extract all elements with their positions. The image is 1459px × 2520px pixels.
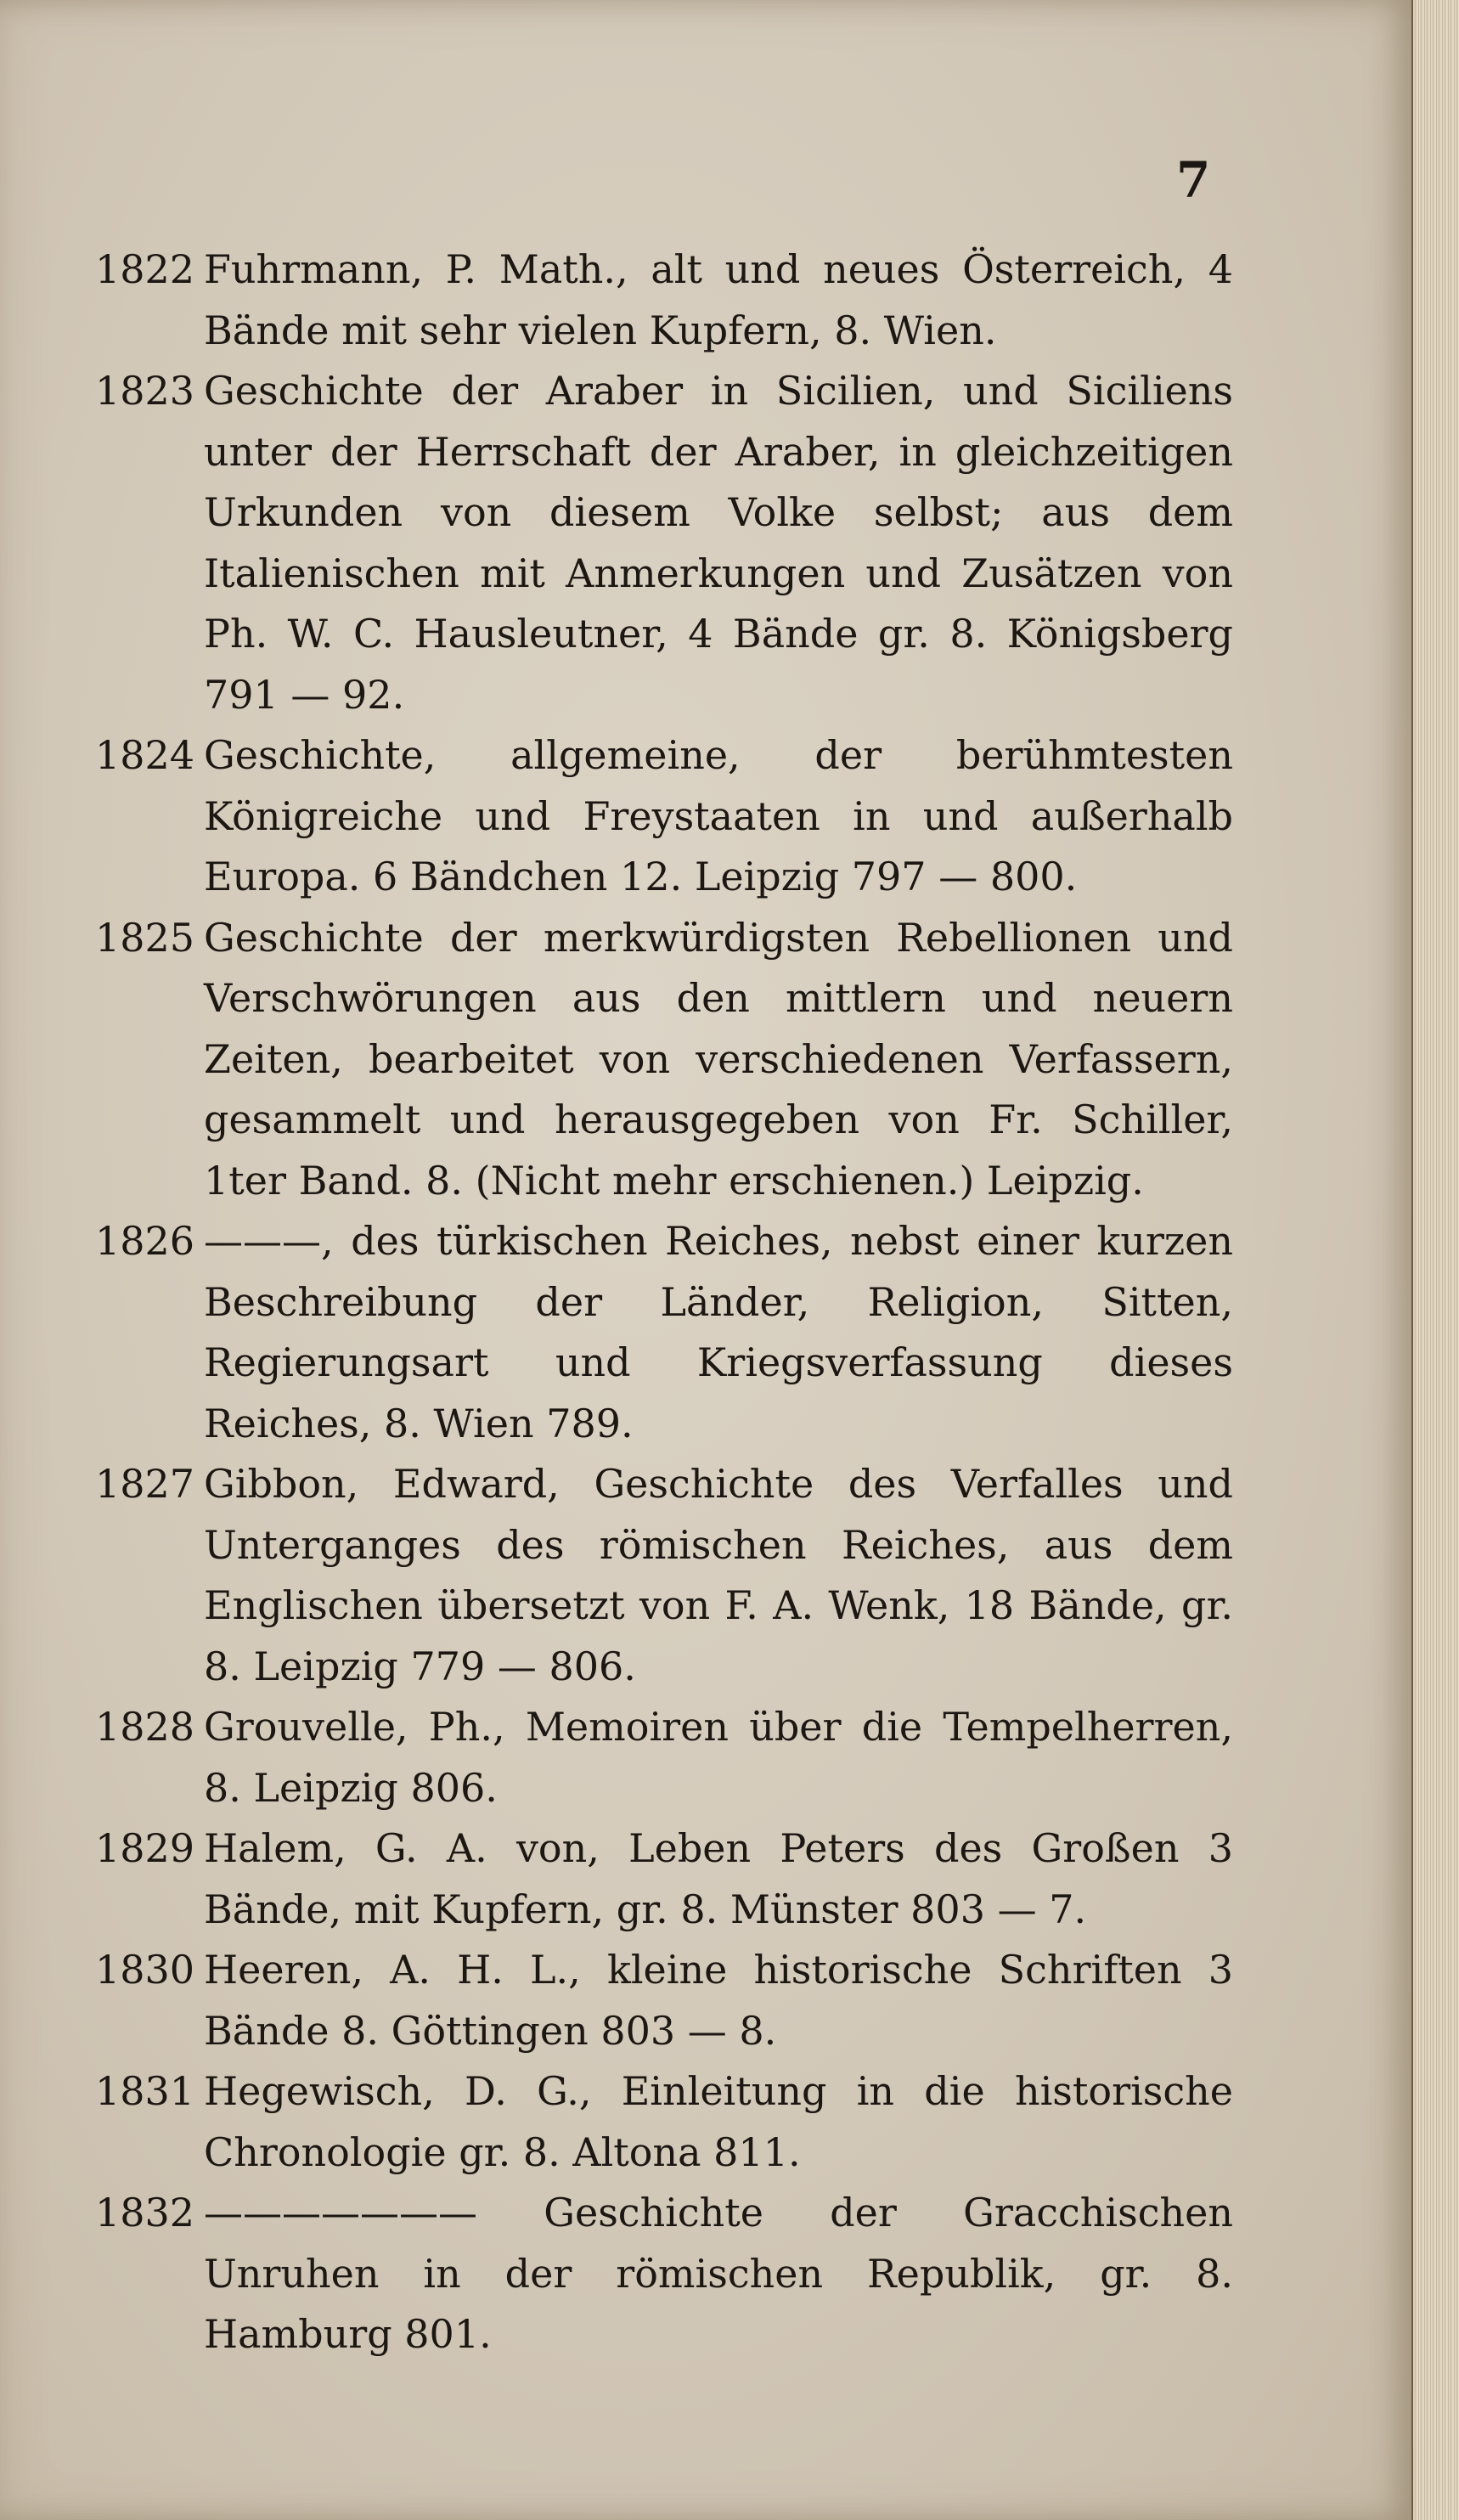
entry-number: 1823 (95, 368, 195, 414)
bibliography-entry (95, 725, 1233, 908)
entry-text: Hegewisch, D. G., Einleitung in die historische Chronologie gr. 8. Altona 811. (204, 2068, 1233, 2175)
bibliography-entry (95, 1940, 1233, 2061)
entry-number: 1822 (95, 246, 195, 292)
entry-text: Geschichte der Araber in Sicilien, und Siciliens unter der Herrschaft der Araber, in gleichzeitigen Urkunden von diesem Volke selbst; aus dem Italienischen mit Anmerkungen und Zusätzen von Ph. W. C. Hausleutner, 4 Bände gr. 8. Königsberg 791 — 92. (204, 368, 1233, 718)
bibliography-entry (95, 1818, 1233, 1940)
bibliography-entry (95, 2061, 1233, 2183)
entry-number: 1824 (95, 732, 195, 778)
bibliography-entry (95, 1454, 1233, 1697)
bibliography-entry (95, 361, 1233, 725)
entry-text: Heeren, A. H. L., kleine historische Schriften 3 Bände 8. Göttingen 803 — 8. (204, 1947, 1233, 2054)
entry-number: 1828 (95, 1704, 195, 1750)
entry-text: ———, des türkischen Reiches, nebst einer kurzen Beschreibung der Länder, Religion, Sitten, Regierungsart und Kriegsverfassung dieses Reiches, 8. Wien 789. (204, 1218, 1233, 1446)
entry-text: Halem, G. A. von, Leben Peters des Großen 3 Bände, mit Kupfern, gr. 8. Münster 803 — 7. (204, 1825, 1233, 1932)
entry-number: 1830 (95, 1947, 195, 1993)
entry-text: Gibbon, Edward, Geschichte des Verfalles und Unterganges des römischen Reiches, aus dem Englischen übersetzt von F. A. Wenk, 18 Bände, gr. 8. Leipzig 779 — 806. (204, 1461, 1233, 1689)
entry-text: Geschichte, allgemeine, der berühmtesten Königreiche und Freystaaten in und außerhalb Europa. 6 Bändchen 12. Leipzig 797 — 800. (204, 732, 1233, 899)
page-number: 7 (1176, 151, 1211, 209)
page-edges (1411, 0, 1459, 2520)
bibliography-entry (95, 1211, 1233, 1454)
entry-text: Fuhrmann, P. Math., alt und neues Österreich, 4 Bände mit sehr vielen Kupfern, 8. Wien. (204, 246, 1233, 353)
entry-number: 1832 (95, 2190, 195, 2235)
bibliography-entry (95, 240, 1233, 361)
bibliography-entry (95, 1697, 1233, 1818)
entry-number: 1829 (95, 1825, 195, 1871)
entry-number: 1826 (95, 1218, 195, 1264)
entry-text: Grouvelle, Ph., Memoiren über die Tempelherren, 8. Leipzig 806. (204, 1704, 1233, 1811)
entry-number: 1827 (95, 1461, 195, 1507)
entry-text: ——————— Geschichte der Gracchischen Unruhen in der römischen Republik, gr. 8. Hamburg 801. (204, 2190, 1233, 2357)
bibliography-list (95, 240, 1233, 2365)
entry-number: 1825 (95, 914, 195, 961)
entry-text: Geschichte der merkwürdigsten Rebellionen und Verschwörungen aus den mittlern und neuern Zeiten, bearbeitet von verschiedenen Verfassern, gesammelt und herausgegeben von Fr. Schiller, 1ter Band. 8. (Nicht mehr erschienen.) Leipzig. (204, 914, 1233, 1204)
bibliography-entry (95, 2183, 1233, 2365)
bibliography-entry (95, 908, 1233, 1212)
entry-number: 1831 (95, 2068, 195, 2114)
